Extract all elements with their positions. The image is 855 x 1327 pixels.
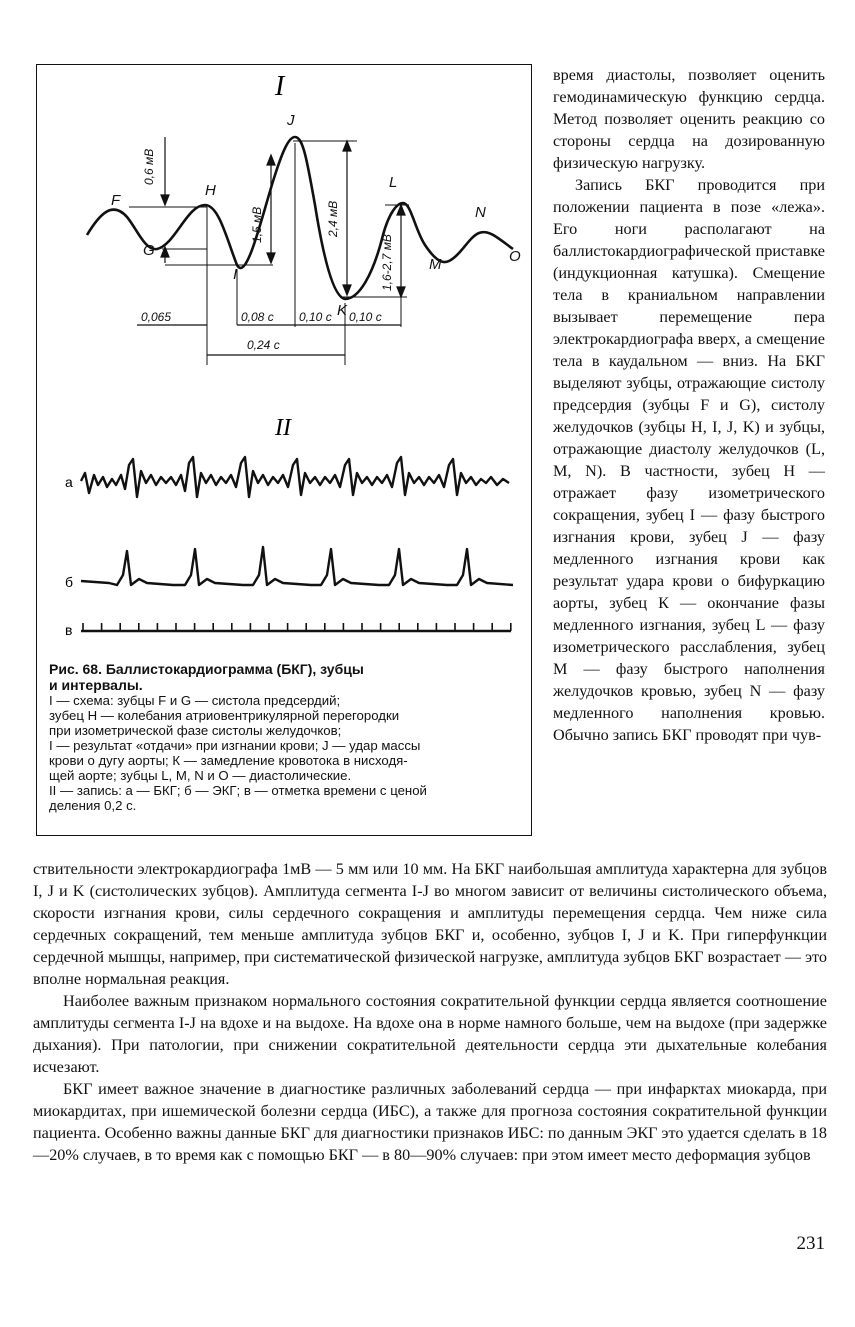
- wave-i-label: I: [233, 266, 238, 283]
- full-width-text: [33, 858, 827, 1166]
- interval-0-10-b: 0,10 с: [349, 310, 382, 324]
- bcg-trace-a: [81, 457, 509, 497]
- caption-line: зубец H — колебания атриовентрикулярной перегородки: [49, 708, 400, 723]
- trace-a-label: а: [65, 474, 73, 490]
- caption-title-line-2: и интервалы.: [49, 677, 143, 693]
- trace-c-label: в: [65, 622, 73, 638]
- wave-g-label: G: [143, 242, 155, 259]
- interval-0-065: 0,065: [141, 310, 172, 324]
- body-paragraph-1: ствительности электрокардиографа 1мВ — 5 мм или 10 мм. На БКГ наибольшая амплитуда характерна для зубцов I, J и K (систолических зубцов). Амплитуда сегмента I-J во многом зависит от величины систолического объема, скорости изгнания крови, силы сердечного сокращения и амплитуды перемещения сердца. Чем ниже сила сердечных сокращений, тем меньше амплитуда зубцов БКГ и, особенно, зубцов I, J и K. При гиперфункции сердечной мышцы, например, при систематической физической нагрузке, амплитуда зубцов БКГ возрастает — это вполне нормальная реакция.: [33, 860, 827, 988]
- wave-f-label: F: [111, 192, 121, 209]
- interval-0-10-a: 0,10 с: [299, 310, 332, 324]
- caption-line: II — запись: а — БКГ; б — ЭКГ; в — отметка времени с ценой: [49, 783, 427, 798]
- interval-0-24: 0,24 с: [247, 338, 280, 352]
- right-paragraph-1: время диастолы, позволяет оценить гемодинамическую функцию сердца. Метод позволяет оценить реакцию со стороны сердца на дозированную физическую нагрузку.: [553, 66, 825, 172]
- caption-line: I — результат «отдачи» при изгнании крови; J — удар массы: [49, 738, 421, 753]
- right-column-text: [553, 64, 825, 746]
- amp-1-5: 1,5 мВ: [250, 206, 264, 243]
- part-two-label: II: [275, 415, 291, 441]
- wave-n-label: N: [475, 204, 486, 221]
- body-paragraph-3: БКГ имеет важное значение в диагностике различных заболеваний сердца — при инфарктах миокарда, при миокардитах, при ишемической болезни сердца (ИБС), а также для прогноза состояния сократительной функции пациента. Особенно важны данные БКГ для диагностики признаков ИБС: по данным ЭКГ это удается сделать в 18—20% случаев, в то время как с помощью БКГ — в 80—90% случаев: при этом имеет место деформация зубцов: [33, 1080, 827, 1164]
- time-projection-lines: [207, 143, 401, 365]
- caption-line: щей аорте; зубцы L, M, N и O — диастолические.: [49, 768, 352, 783]
- right-paragraph-2: Запись БКГ проводится при положении пациента в позе «лежа». Его ноги располагают на баллистокардиографической приставке (индукционная катушка). Смещение тела в краниальном направлении вызывает перемещение пера электрокардиографа вверх, а смещение тела в каудальном — вниз. На БКГ выделяют зубцы, отражающие систолу предсердия (зубцы F и G), систолу желудочков (зубцы H, I, J, K) и зубцы, отражающие диастолу желудочков (L, M, N). В частности, зубец H — отражает фазу изометрического сокращения, зубец I — фазу быстрого изгнания крови, зубец J — фазу медленного изгнания крови как результат удара крови о бифуркацию аорты, зубец К — окончание фазы медленного изгнания, зубец L — фазу изометрического расслабления, зубец M — фазу быстрого наполнения желудочков кровью, зубец N — фазу медленного наполнения кровью. Обычно запись БКГ проводят при чув-: [553, 176, 825, 744]
- caption-line: I — схема: зубцы F и G — систола предсердий;: [49, 693, 341, 708]
- amplitude-values: [142, 149, 394, 291]
- bcg-diagram: [37, 65, 533, 655]
- wave-k-label: K: [337, 302, 348, 319]
- amplitude-arrows: [161, 137, 405, 297]
- wave-j-label: J: [287, 112, 295, 129]
- wave-h-label: H: [205, 182, 216, 199]
- caption-title-line-1: Рис. 68. Баллистокардиограмма (БКГ), зубцы: [49, 661, 364, 677]
- caption-line: крови о дугу аорты; К — замедление кровотока в нисходя-: [49, 753, 408, 768]
- wave-m-label: M: [429, 256, 442, 273]
- wave-l-label: L: [389, 174, 398, 191]
- interval-0-08: 0,08 с: [241, 310, 274, 324]
- caption-line: при изометрической фазе систолы желудочков;: [49, 723, 342, 738]
- body-paragraph-2: Наиболее важным признаком нормального состояния сократительной функции сердца является соотношение амплитуды сегмента I-J на вдохе и на выдохе. На вдохе она в норме намного больше, чем на выдохе (при задержке дыхания). При патологии, при снижении сократительной деятельности сердца эти дыхательные колебания исчезают.: [33, 992, 827, 1076]
- amp-2-4: 2,4 мВ: [326, 200, 340, 237]
- caption-line: деления 0,2 с.: [49, 798, 137, 813]
- part-one-label: I: [275, 71, 285, 102]
- figure-caption: [49, 661, 521, 813]
- trace-b-label: б: [65, 574, 74, 590]
- amp-1-6-2-7: 1,6-2,7 мВ: [380, 234, 394, 291]
- page-number: 231: [796, 1233, 825, 1254]
- amp-0-6: 0,6 мВ: [142, 148, 156, 185]
- figure-68: [36, 64, 532, 836]
- wave-o-label: O: [509, 248, 521, 265]
- ecg-trace-b: [81, 547, 513, 585]
